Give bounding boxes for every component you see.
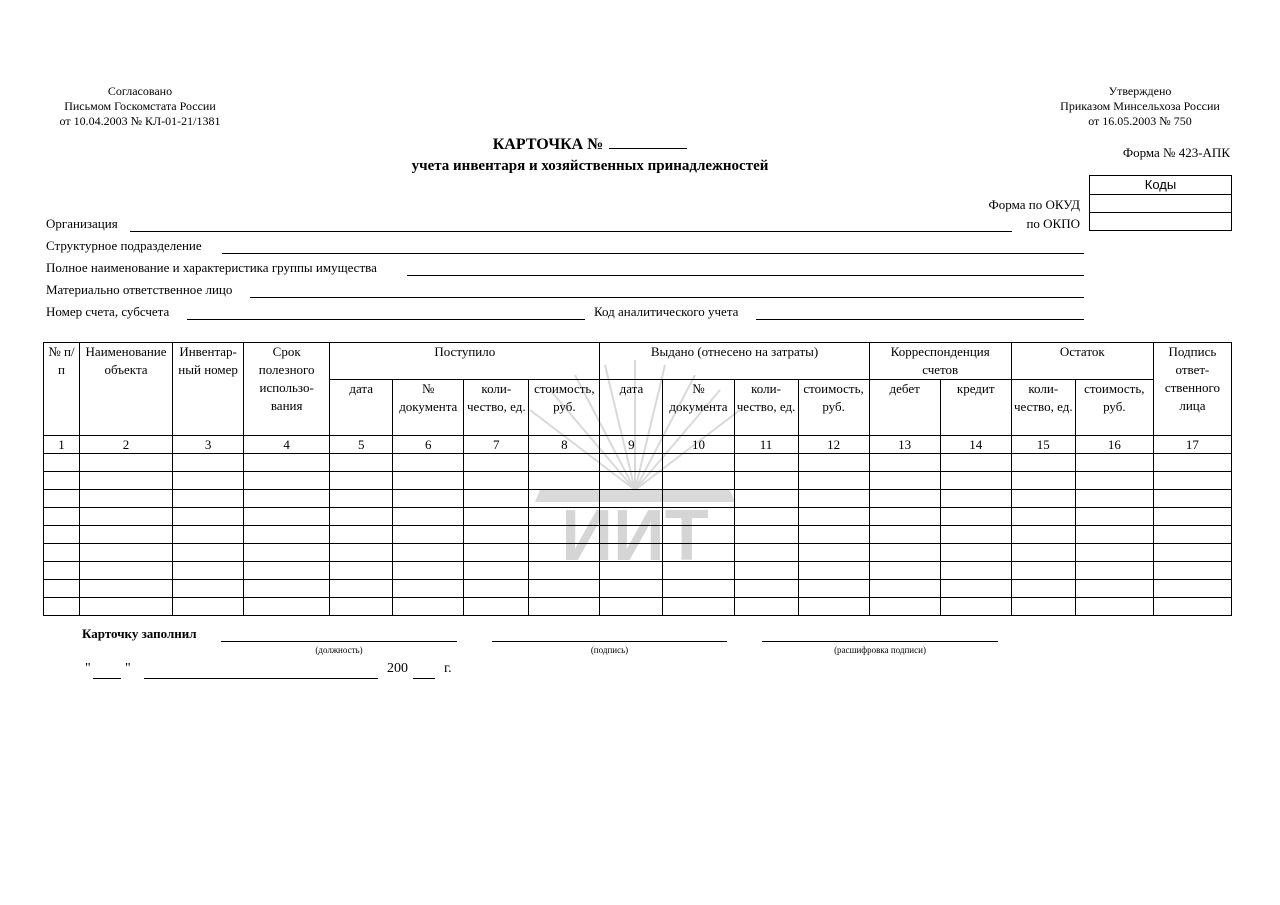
- table-cell[interactable]: [44, 526, 80, 544]
- table-cell[interactable]: [734, 580, 798, 598]
- table-cell[interactable]: [798, 490, 869, 508]
- table-cell[interactable]: [330, 526, 393, 544]
- approval-left-line1: Согласовано: [107, 84, 173, 98]
- date-year-field[interactable]: [413, 678, 435, 679]
- table-cell[interactable]: [1153, 454, 1231, 472]
- table-cell[interactable]: [464, 454, 529, 472]
- table-cell[interactable]: [173, 562, 244, 580]
- table-cell[interactable]: [244, 580, 330, 598]
- group-header-balance: Остаток: [1011, 343, 1153, 380]
- table-cell[interactable]: [734, 526, 798, 544]
- table-cell[interactable]: [330, 580, 393, 598]
- table-cell[interactable]: [173, 508, 244, 526]
- table-cell[interactable]: [1011, 562, 1075, 580]
- table-cell[interactable]: [600, 598, 663, 616]
- date-day-field[interactable]: [93, 678, 121, 679]
- table-cell[interactable]: [798, 526, 869, 544]
- organization-field[interactable]: [130, 231, 1012, 232]
- table-cell[interactable]: [940, 490, 1011, 508]
- column-number-cell: 2: [80, 436, 173, 454]
- codes-box: [1089, 175, 1232, 231]
- col-header-signature: Подпись ответ-ственного лица: [1153, 343, 1231, 436]
- signature-field[interactable]: [492, 641, 727, 642]
- table-row: [44, 562, 1232, 580]
- table-cell[interactable]: [600, 472, 663, 490]
- table-cell[interactable]: [529, 544, 600, 562]
- column-number-cell: 1: [44, 436, 80, 454]
- approval-left-line2: Письмом Госкомстата России: [64, 99, 216, 113]
- responsible-field[interactable]: [250, 297, 1084, 298]
- table-cell[interactable]: [869, 598, 940, 616]
- card-number-blank[interactable]: [609, 134, 687, 149]
- title-text: КАРТОЧКА №: [492, 136, 604, 153]
- table-cell[interactable]: [798, 580, 869, 598]
- table-cell[interactable]: [529, 508, 600, 526]
- table-cell[interactable]: [600, 454, 663, 472]
- table-cell[interactable]: [330, 598, 393, 616]
- table-cell[interactable]: [1153, 544, 1231, 562]
- inventory-table: [43, 342, 1232, 616]
- table-cell[interactable]: [464, 526, 529, 544]
- table-cell[interactable]: [940, 454, 1011, 472]
- table-cell[interactable]: [173, 598, 244, 616]
- sub-header-cost: стоимость, руб.: [1075, 380, 1153, 436]
- position-caption: (должность): [315, 645, 363, 655]
- table-cell[interactable]: [869, 580, 940, 598]
- table-cell[interactable]: [393, 490, 464, 508]
- table-cell[interactable]: [244, 562, 330, 580]
- decode-caption: (расшифровка подписи): [834, 645, 926, 655]
- table-cell[interactable]: [600, 544, 663, 562]
- table-cell[interactable]: [244, 526, 330, 544]
- table-cell[interactable]: [869, 526, 940, 544]
- sub-header-cost: стоимость, руб.: [529, 380, 600, 436]
- table-cell[interactable]: [393, 472, 464, 490]
- column-number-cell: 17: [1153, 436, 1231, 454]
- table-cell[interactable]: [80, 580, 173, 598]
- table-cell[interactable]: [869, 454, 940, 472]
- table-cell[interactable]: [940, 580, 1011, 598]
- table-cell[interactable]: [663, 490, 734, 508]
- table-cell[interactable]: [1153, 562, 1231, 580]
- table-cell[interactable]: [1075, 562, 1153, 580]
- table-cell[interactable]: [1153, 580, 1231, 598]
- table-cell[interactable]: [244, 490, 330, 508]
- table-cell[interactable]: [940, 508, 1011, 526]
- table-cell[interactable]: [529, 562, 600, 580]
- table-cell[interactable]: [734, 544, 798, 562]
- table-cell[interactable]: [1075, 490, 1153, 508]
- table-cell[interactable]: [80, 544, 173, 562]
- table-cell[interactable]: [330, 472, 393, 490]
- table-cell[interactable]: [1075, 598, 1153, 616]
- document-subtitle: учета инвентаря и хозяйственных принадлежностей: [411, 158, 769, 174]
- table-cell[interactable]: [529, 598, 600, 616]
- table-cell[interactable]: [173, 526, 244, 544]
- table-cell[interactable]: [173, 454, 244, 472]
- table-cell[interactable]: [734, 508, 798, 526]
- table-cell[interactable]: [393, 580, 464, 598]
- group-header-issued: Выдано (отнесено на затраты): [600, 343, 869, 380]
- table-cell[interactable]: [529, 526, 600, 544]
- col-header-inventory: Инвентар-ный номер: [173, 343, 244, 436]
- table-cell[interactable]: [663, 472, 734, 490]
- table-cell[interactable]: [663, 598, 734, 616]
- account-label: Номер счета, субсчета: [46, 304, 170, 319]
- table-cell[interactable]: [734, 472, 798, 490]
- column-number-row: [44, 436, 1232, 454]
- approval-right-line2: Приказом Минсельхоза России: [1060, 99, 1220, 113]
- table-cell[interactable]: [393, 544, 464, 562]
- table-cell[interactable]: [600, 526, 663, 544]
- table-cell[interactable]: [1011, 598, 1075, 616]
- table-cell[interactable]: [330, 454, 393, 472]
- table-cell[interactable]: [529, 580, 600, 598]
- approval-block-left: [40, 84, 240, 129]
- table-cell[interactable]: [734, 454, 798, 472]
- table-cell[interactable]: [1011, 490, 1075, 508]
- table-cell[interactable]: [393, 526, 464, 544]
- table-cell[interactable]: [173, 580, 244, 598]
- table-cell[interactable]: [600, 508, 663, 526]
- table-cell[interactable]: [1011, 454, 1075, 472]
- okpo-label: по ОКПО: [1026, 216, 1080, 231]
- table-cell[interactable]: [173, 490, 244, 508]
- table-cell[interactable]: [663, 580, 734, 598]
- signature-caption: (подпись): [590, 645, 629, 655]
- col-header-name: Наименование объекта: [80, 343, 173, 436]
- table-row: [44, 454, 1232, 472]
- column-number-cell: 11: [734, 436, 798, 454]
- column-number-cell: 13: [869, 436, 940, 454]
- table-cell[interactable]: [393, 508, 464, 526]
- table-cell[interactable]: [244, 598, 330, 616]
- decode-field[interactable]: [762, 641, 998, 642]
- position-field[interactable]: [221, 641, 457, 642]
- col-header-num: № п/п: [44, 343, 80, 436]
- table-cell[interactable]: [1075, 508, 1153, 526]
- sub-header-qty: коли-чество, ед.: [1011, 380, 1075, 436]
- table-cell[interactable]: [464, 490, 529, 508]
- column-number-cell: 14: [940, 436, 1011, 454]
- group-name-field[interactable]: [407, 275, 1084, 276]
- table-cell[interactable]: [44, 508, 80, 526]
- date-month-field[interactable]: [144, 678, 378, 679]
- table-cell[interactable]: [1011, 544, 1075, 562]
- table-cell[interactable]: [869, 472, 940, 490]
- column-number-cell: 5: [330, 436, 393, 454]
- approval-right-line1: Утверждено: [1108, 84, 1172, 98]
- table-cell[interactable]: [80, 598, 173, 616]
- table-cell[interactable]: [940, 562, 1011, 580]
- table-cell[interactable]: [44, 580, 80, 598]
- okpo-code-field[interactable]: [1090, 212, 1231, 230]
- table-cell[interactable]: [464, 508, 529, 526]
- date-quote-open: ": [85, 661, 91, 676]
- table-cell[interactable]: [798, 508, 869, 526]
- column-number-cell: 10: [663, 436, 734, 454]
- table-cell[interactable]: [869, 562, 940, 580]
- table-body: [44, 454, 1232, 616]
- col-header-term: Срок полезного использо-вания: [244, 343, 330, 436]
- approval-block-right: [1040, 84, 1240, 129]
- filled-by-label: Карточку заполнил: [82, 626, 197, 641]
- approval-right-line3: от 16.05.2003 № 750: [1088, 114, 1192, 128]
- table-cell[interactable]: [869, 544, 940, 562]
- okud-label: Форма по ОКУД: [988, 197, 1080, 212]
- table-cell[interactable]: [1011, 472, 1075, 490]
- table-cell[interactable]: [393, 598, 464, 616]
- table-cell[interactable]: [869, 490, 940, 508]
- table-cell[interactable]: [330, 508, 393, 526]
- table-cell[interactable]: [529, 454, 600, 472]
- table-cell[interactable]: [1011, 580, 1075, 598]
- table-cell[interactable]: [80, 490, 173, 508]
- table-cell[interactable]: [869, 508, 940, 526]
- table-cell[interactable]: [940, 544, 1011, 562]
- table-cell[interactable]: [244, 544, 330, 562]
- table-cell[interactable]: [244, 454, 330, 472]
- sub-header-date: дата: [600, 380, 663, 436]
- table-cell[interactable]: [173, 472, 244, 490]
- column-number-cell: 8: [529, 436, 600, 454]
- column-number-cell: 7: [464, 436, 529, 454]
- table-cell[interactable]: [244, 472, 330, 490]
- column-number-cell: 15: [1011, 436, 1075, 454]
- table-cell[interactable]: [1011, 508, 1075, 526]
- table-cell[interactable]: [464, 580, 529, 598]
- sub-header-qty: коли-чество, ед.: [734, 380, 798, 436]
- sub-header-debit: дебет: [869, 380, 940, 436]
- table-row: [44, 490, 1232, 508]
- table-cell[interactable]: [44, 454, 80, 472]
- table-cell[interactable]: [1153, 472, 1231, 490]
- codes-header: Коды: [1144, 177, 1177, 192]
- table-cell[interactable]: [80, 472, 173, 490]
- table-cell[interactable]: [244, 508, 330, 526]
- table-cell[interactable]: [529, 490, 600, 508]
- date-year-prefix: 200: [387, 661, 408, 676]
- table-cell[interactable]: [330, 562, 393, 580]
- table-cell[interactable]: [44, 472, 80, 490]
- table-row: [44, 526, 1232, 544]
- sub-header-cost: стоимость, руб.: [798, 380, 869, 436]
- table-cell[interactable]: [734, 490, 798, 508]
- group-name-label: Полное наименование и характеристика группы имущества: [46, 260, 377, 275]
- table-cell[interactable]: [529, 472, 600, 490]
- organization-label: Организация: [46, 216, 118, 231]
- table-cell[interactable]: [798, 562, 869, 580]
- table-row: [44, 598, 1232, 616]
- table-cell[interactable]: [80, 508, 173, 526]
- table-row: [44, 544, 1232, 562]
- table-cell[interactable]: [1075, 526, 1153, 544]
- sub-header-date: дата: [330, 380, 393, 436]
- table-cell[interactable]: [600, 562, 663, 580]
- table-cell[interactable]: [464, 598, 529, 616]
- group-header-received: Поступило: [330, 343, 600, 380]
- approval-left-line3: от 10.04.2003 № КЛ-01-21/1381: [59, 114, 221, 128]
- table-cell[interactable]: [80, 454, 173, 472]
- table-cell[interactable]: [940, 472, 1011, 490]
- table-cell[interactable]: [663, 508, 734, 526]
- table-cell[interactable]: [798, 544, 869, 562]
- column-number-cell: 9: [600, 436, 663, 454]
- division-label: Структурное подразделение: [46, 238, 202, 253]
- watermark-logo-text: ИИТ: [561, 496, 709, 576]
- column-number-cell: 4: [244, 436, 330, 454]
- table-row: [44, 472, 1232, 490]
- table-cell[interactable]: [1075, 454, 1153, 472]
- column-number-cell: 3: [173, 436, 244, 454]
- table-cell[interactable]: [1075, 544, 1153, 562]
- okud-code-field[interactable]: [1090, 194, 1231, 212]
- table-cell[interactable]: [798, 598, 869, 616]
- sub-header-doc: № документа: [393, 380, 464, 436]
- table-cell[interactable]: [330, 544, 393, 562]
- table-cell[interactable]: [173, 544, 244, 562]
- sub-header-credit: кредит: [940, 380, 1011, 436]
- column-number-cell: 16: [1075, 436, 1153, 454]
- table-cell[interactable]: [80, 526, 173, 544]
- table-cell[interactable]: [1153, 490, 1231, 508]
- table-cell[interactable]: [464, 562, 529, 580]
- division-field[interactable]: [222, 253, 1084, 254]
- table-cell[interactable]: [663, 526, 734, 544]
- table-row: [44, 580, 1232, 598]
- table-cell[interactable]: [940, 526, 1011, 544]
- table-cell[interactable]: [44, 490, 80, 508]
- table-row: [44, 508, 1232, 526]
- analytic-code-label: Код аналитического учета: [594, 304, 739, 319]
- table-cell[interactable]: [1153, 526, 1231, 544]
- table-cell[interactable]: [80, 562, 173, 580]
- group-header-correspondence: Корреспонденция счетов: [869, 343, 1011, 380]
- table-cell[interactable]: [393, 454, 464, 472]
- column-number-cell: 12: [798, 436, 869, 454]
- table-cell[interactable]: [734, 598, 798, 616]
- table-cell[interactable]: [1153, 508, 1231, 526]
- date-quote-close: ": [125, 661, 131, 676]
- sub-header-doc: № документа: [663, 380, 734, 436]
- responsible-label: Материально ответственное лицо: [46, 282, 233, 297]
- table-cell[interactable]: [330, 490, 393, 508]
- table-cell[interactable]: [663, 454, 734, 472]
- table-cell[interactable]: [1075, 580, 1153, 598]
- table-cell[interactable]: [393, 562, 464, 580]
- account-field[interactable]: [187, 319, 585, 320]
- table-cell[interactable]: [940, 598, 1011, 616]
- analytic-code-field[interactable]: [756, 319, 1084, 320]
- date-year-suffix: г.: [444, 661, 452, 676]
- table-cell[interactable]: [44, 598, 80, 616]
- table-cell[interactable]: [600, 490, 663, 508]
- form-number: Форма № 423-АПК: [1122, 145, 1230, 160]
- table-cell[interactable]: [464, 544, 529, 562]
- table-header-row-1: [44, 343, 1232, 380]
- table-cell[interactable]: [798, 454, 869, 472]
- document-title: [0, 134, 1180, 154]
- table-cell[interactable]: [1011, 526, 1075, 544]
- table-cell[interactable]: [734, 562, 798, 580]
- table-cell[interactable]: [798, 472, 869, 490]
- table-cell[interactable]: [44, 562, 80, 580]
- table-cell[interactable]: [663, 562, 734, 580]
- sub-header-qty: коли-чество, ед.: [464, 380, 529, 436]
- table-cell[interactable]: [663, 544, 734, 562]
- table-cell[interactable]: [1075, 472, 1153, 490]
- table-cell[interactable]: [600, 580, 663, 598]
- table-cell[interactable]: [1153, 598, 1231, 616]
- column-number-cell: 6: [393, 436, 464, 454]
- table-cell[interactable]: [464, 472, 529, 490]
- table-cell[interactable]: [44, 544, 80, 562]
